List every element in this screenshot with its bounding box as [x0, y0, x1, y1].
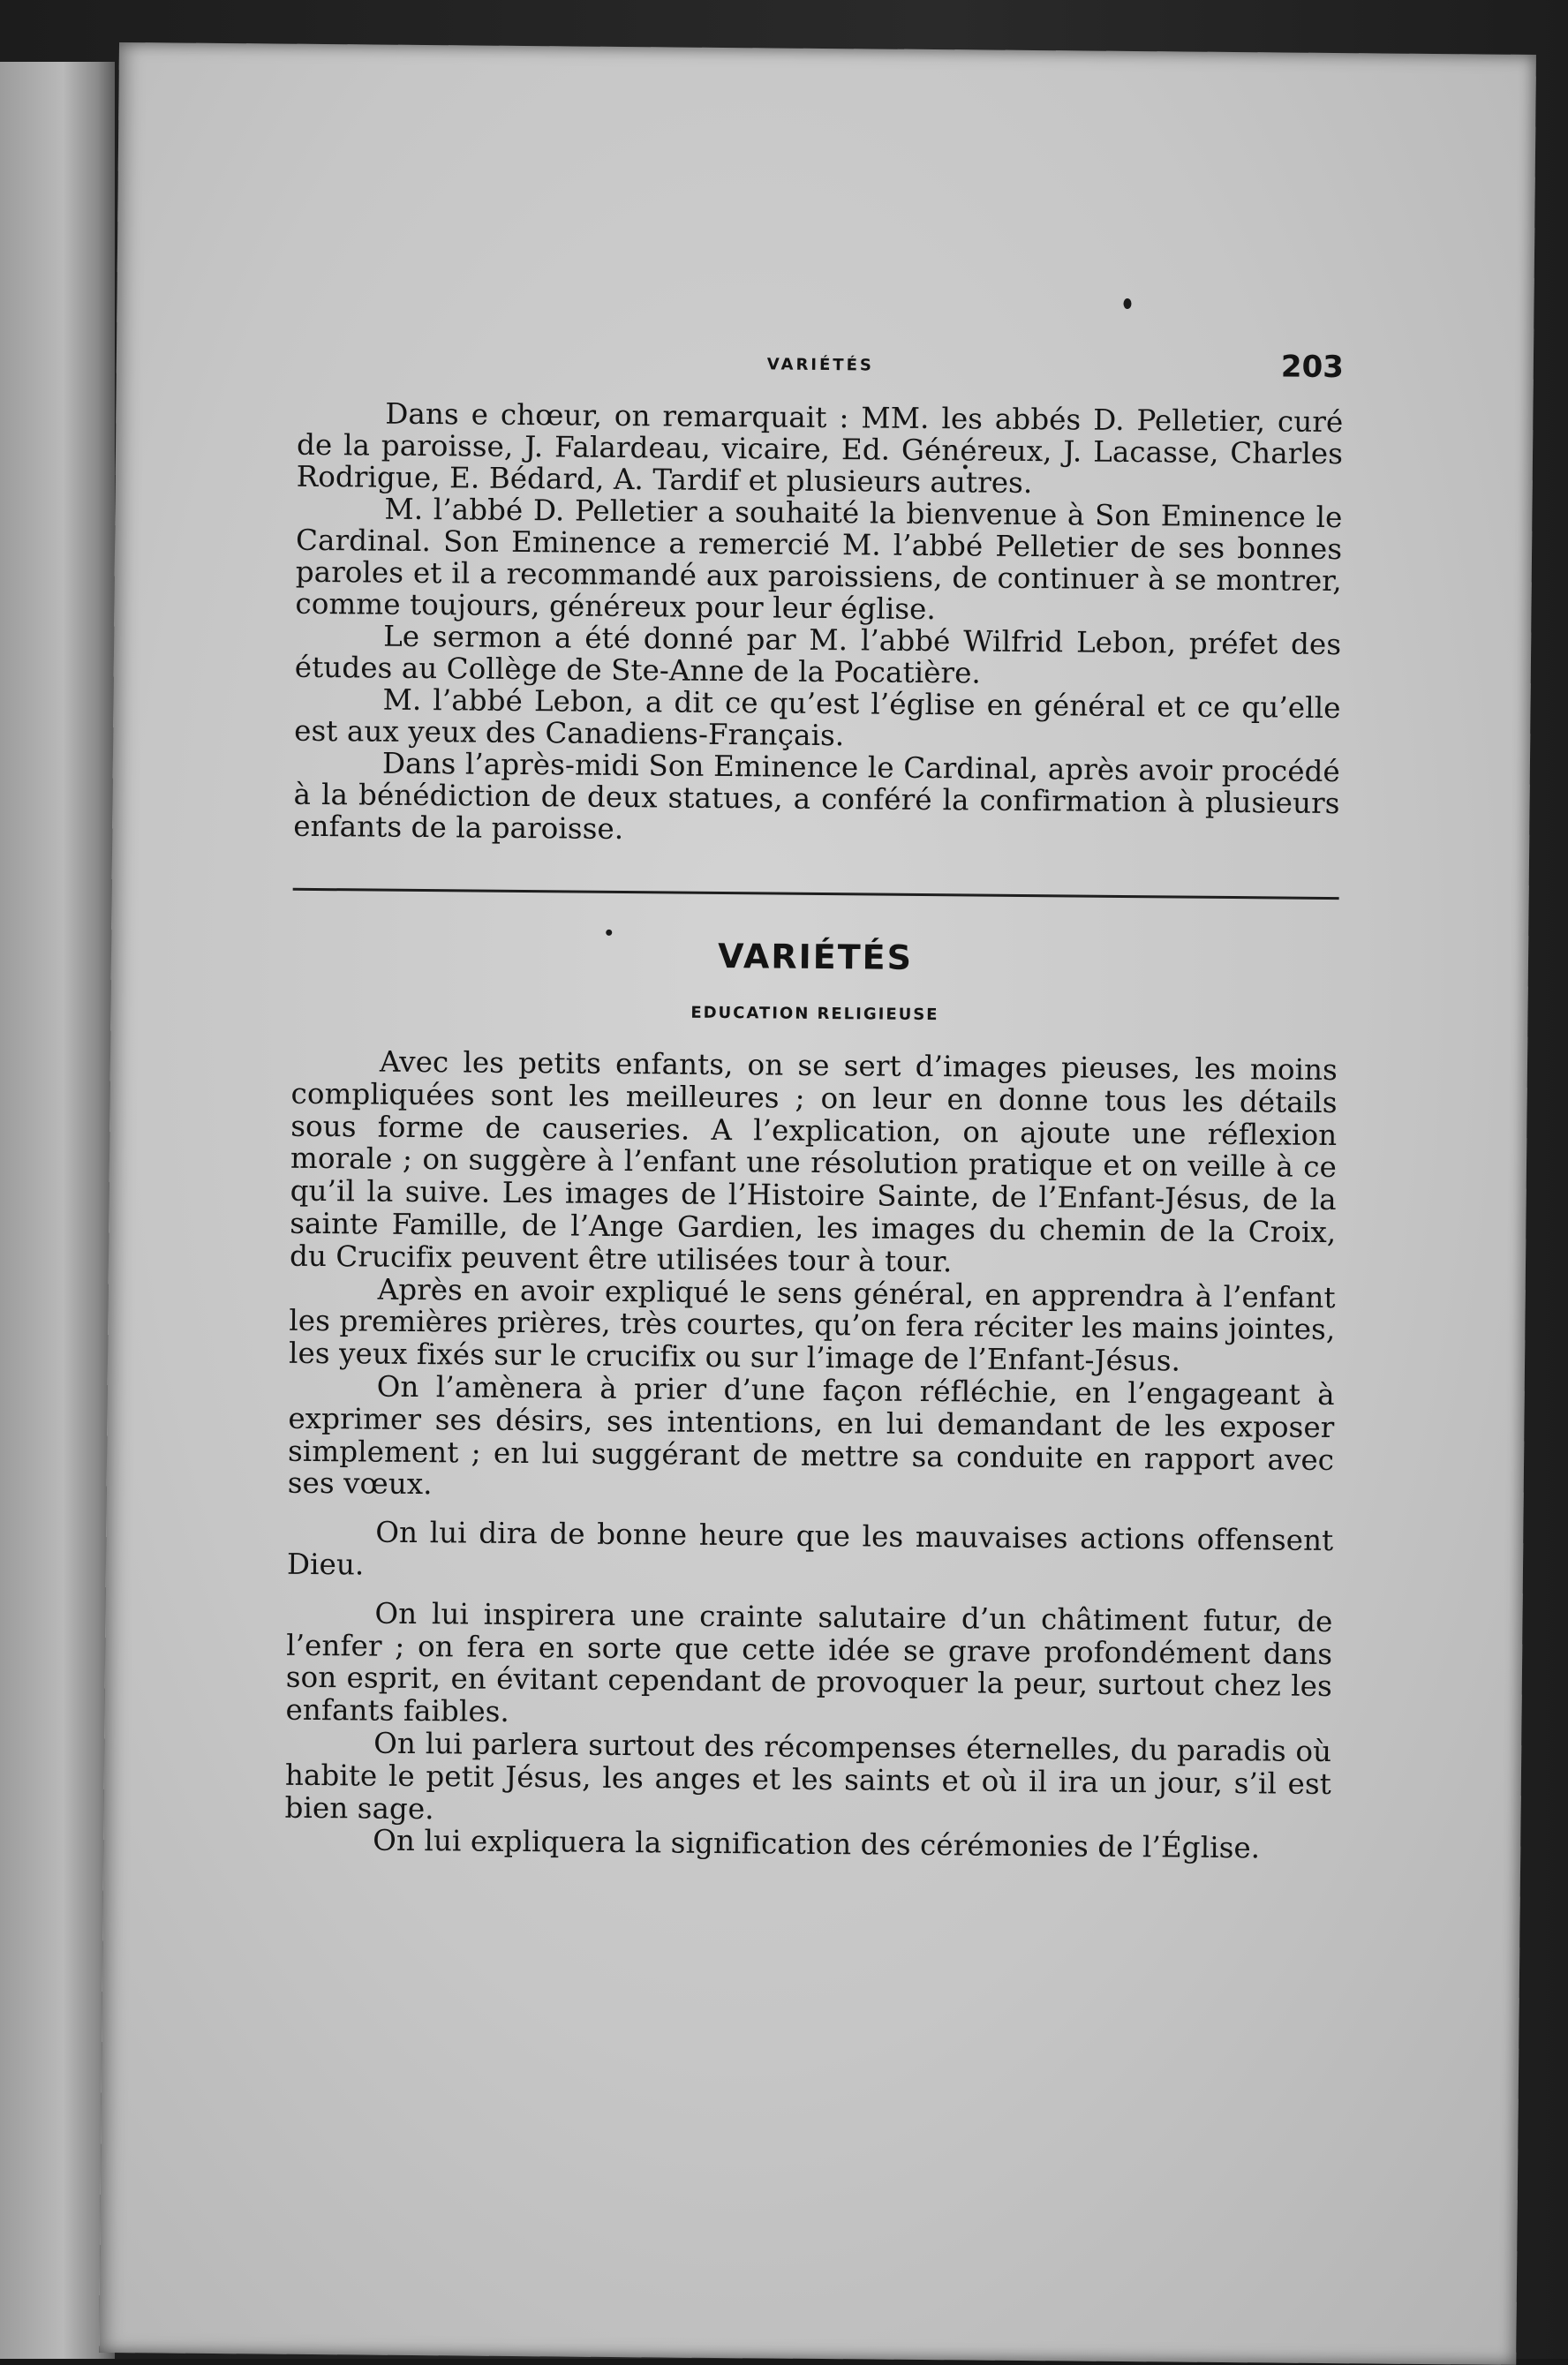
running-head [298, 335, 1344, 397]
article-body [284, 1045, 1338, 1865]
paragraph: On lui dira de bonne heure que les mauvaises actions offensent Dieu. [286, 1515, 1334, 1582]
section-title: VARIÉTÉS [717, 936, 914, 977]
paragraph: Dans e chœur, on remarquait : MM. les abbés D. Pelletier, curé de la paroisse, J. Falardeau, vicaire, Ed. Généreux, J. Lacasse, Charles Rodrigue, E. Bédard, A. Tardif et plusieurs autres. [296, 396, 1344, 501]
paragraph: Après en avoir expliqué le sens général, en apprendra à l’enfant les premières prières, très courtes, qu’on fera réciter les mains jointes, les yeux fixés sur le crucifix ou sur l’image de l’Enfant-Jésus. [288, 1272, 1336, 1378]
ink-speck [1123, 298, 1131, 309]
section-subtitle: EDUCATION RELIGIEUSE [690, 1003, 939, 1025]
paragraph: Avec les petits enfants, on se sert d’images pieuses, les moins compliquées sont les meilleures ; on leur en donne tous les détails sous forme de causeries. A l’explication, on ajoute une réflexion morale ; on suggère à l’enfant une résolution pratique et on veille à ce qu’il la suive. Les images de l’Histoire Sainte, de l’Enfant-Jésus, de la sainte Famille, de l’Ange Gardien, les images du chemin de la Croix, du Crucifix peuvent être utilisées tour à tour. [289, 1044, 1338, 1279]
page-number: 203 [1280, 349, 1345, 386]
paragraph: On l’amènera à prier d’une façon réfléchie, en l’engageant à exprimer ses désirs, ses intentions, en lui demandant de les exposer simplement ; en lui suggérant de mettre sa conduite en rapport avec ses vœux. [287, 1369, 1335, 1502]
paragraph: Dans l’après-midi Son Eminence le Cardinal, après avoir procédé à la bénédiction de deux statues, a conféré la confirmation à plusieurs enfants de la paroisse. [293, 746, 1341, 847]
section-divider [293, 888, 1339, 900]
paragraph: On lui expliquera la signification des cérémonies de l’Église. [373, 1823, 1261, 1865]
book-page [99, 42, 1536, 2365]
running-head-title: VARIÉTÉS [766, 355, 874, 375]
previous-page-edge [0, 62, 115, 2359]
paragraph: On lui inspirera une crainte salutaire d’un châtiment futur, de l’enfer ; on fera en sorte que cette idée se grave profondément dans son esprit, en évitant cependant de provoquer la peur, surtout chez les enfants faibles. [285, 1596, 1333, 1729]
paragraph: M. l’abbé D. Pelletier a souhaité la bienvenue à Son Eminence le Cardinal. Son Eminence a remercié M. l’abbé Pelletier de ses bonnes paroles et il a recommandé aux paroissiens, de continuer à se montrer, comme toujours, généreux pour leur église. [295, 492, 1343, 627]
paragraph: M. l’abbé Lebon, a dit ce qu’est l’église en général et ce qu’elle est aux yeux des Canadiens-Français. [294, 682, 1341, 753]
paragraph: Le sermon a été donné par M. l’abbé Wilfrid Lebon, préfet des études au Collège de Ste-Anne de la Pocatière. [294, 619, 1342, 690]
previous-article-end [293, 397, 1343, 851]
paragraph: On lui parlera surtout des récompenses éternelles, du paradis où habite le petit Jésus, les anges et les saints et où il ira un jour, s’il est bien sage. [284, 1726, 1332, 1826]
page-content [284, 335, 1344, 1865]
